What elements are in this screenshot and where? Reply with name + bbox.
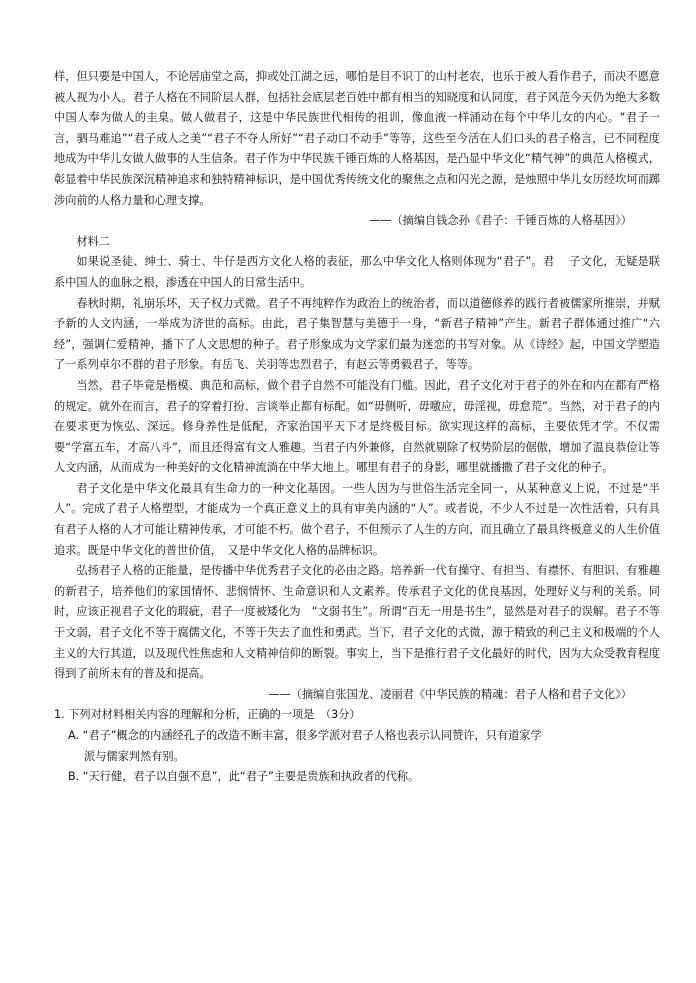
- material2-paragraph-2: 春秋时期，礼崩乐坏，天子权力式微。君子不再纯粹作为政治上的统治者，而以道德修养的践行者被儒家所推崇，并赋予新的人文内涵，一举成为济世的高标。由此，君子集智慧与美德于一身，“新君子精神”产生。新君子群体通过推广“六经”，强调仁爱精神，播下了人文思想的种子。君子形象成为文学家们最为迷恋的书写对象。从《诗经》起，中国文学塑造了一系列卓尔不群的君子形象。有岳飞、关羽等忠烈君子，有赵云等勇毅君子，等等。: [54, 296, 660, 372]
- material1-attribution: ——（摘编自钱念孙《君子：千锤百炼的人格基因》）: [369, 214, 632, 228]
- question-1-option-a: A. “君子”概念的内涵经孔子的改造不断丰富，很多学派对君子人格也表示认同赞许，只有道家学: [68, 729, 542, 742]
- material2-heading: 材料二: [76, 234, 110, 248]
- material2-attribution: ——（摘编自张国龙、凌丽君《中华民族的精魂：君子人格和君子文化》）: [268, 687, 632, 701]
- material2-paragraph-4: 君子文化是中华文化最具有生命力的一种文化基因。一些人因为与世俗生活完全同一，从某种意义上说，不过是“半人”。完成了君子人格塑型，才能成为一个真正意义上的具有审美内涵的“人”。或者说，不少人不过是一次性活着，只有具有君子人格的人才可能让精神传承，才可能不朽。做个君子，不但预示了人生的方向，而且确立了最具终极意义的人生价值追求。既是中华文化的普世价值， 又是中华文化人格的品牌标识。: [54, 481, 660, 557]
- question-1-stem: 1. 下列对材料相关内容的理解和分析，正确的一项是 （3分）: [54, 708, 361, 722]
- material2-paragraph-3: 当然，君子毕竟是楷模、典范和高标，做个君子自然不可能没有门槛。因此，君子文化对于君子的外在和内在都有严格的规定。就外在而言，君子的穿着打扮、言谈举止都有标配。如“毋侧听，毋噭应，毋淫视，毋怠荒”。当然，对于君子的内在要求更为恢弘、深远。修身养性是低配，齐家治国平天下才是终极目标。欲实现这样的高标，主要依凭才学。不仅需要“学富五车，才高八斗”，而且还得富有文人雅趣。当君子内外兼修，自然就剔除了权势阶层的倨傲，增加了温良恭俭让等人文内涵，从而成为一种美好的文化精神流淌在中华大地上。哪里有君子的身影，哪里就播撒了君子文化的种子。: [54, 378, 660, 475]
- material2-paragraph-1: 如果说圣徒、绅士、骑士、牛仔是西方文化人格的表征，那么中华文化人格则体现为“君子”。君 子文化，无疑是联系中国人的血脉之根，渗透在中国人的日常生活中。: [54, 255, 660, 289]
- question-1-option-b: B. “天行健，君子以自强不息”，此“君子”主要是贵族和执政者的代称。: [68, 770, 420, 784]
- material1-paragraph: 样，但只要是中国人，不论居庙堂之高，抑或处江湖之远，哪怕是目不识丁的山村老农，也乐于被人看作君子，而决不愿意被人视为小人。君子人格在不同阶层人群，包括社会底层老百姓中都有相当的知晓度和认同度，君子风范今天仍为绝大多数中国人奉为做人的圭臬。做人做君子，这是中华民族世代相传的祖训，像血液一样涌动在每个中华儿女的内心。“君子一言，驷马难追”“君子成人之美”“君子不夺人所好”“君子动口不动手”等等，这些至今活在人们口头的君子格言，已不同程度地成为中华儿女做人做事的人生信条。君子作为中华民族千锤百炼的人格基因，是凸显中华文化“精气神”的典范人格模式，彰显着中华民族深沉精神追求和独特精神标识，是中国优秀传统文化的聚焦之点和闪光之源，是烛照中华儿女历经坎坷而踯涉向前的人格力量和心理支撑。: [54, 70, 660, 207]
- material2-paragraph-5: 弘扬君子人格的正能量，是传播中华优秀君子文化的必由之路。培养新一代有操守、有担当、有襟怀、有胆识、有雅趣的新君子，培养他们的家国情怀、悲悯情怀、生命意识和人文素养。传承君子文化的优良基因，处理好义与利的关系。同时，应该正视君子文化的瑕疵，君子一度被矮化为 “文弱书生”。所谓“百无一用是书生”，显然是对君子的误解。君子不等于文弱，君子文化不等于腐儒文化，不等于失去了血性和勇武。当下，君子文化的式微，源于精致的利己主义和极端的个人主义的大行其道，以及现代性焦虑和人文精神信仰的断裂。事实上，当下是推行君子文化最好的时代，因为大众受教育程度得到了前所未有的普及和提高。: [54, 564, 660, 681]
- question-1-option-a-continued: 派与儒家判然有别。: [84, 749, 185, 763]
